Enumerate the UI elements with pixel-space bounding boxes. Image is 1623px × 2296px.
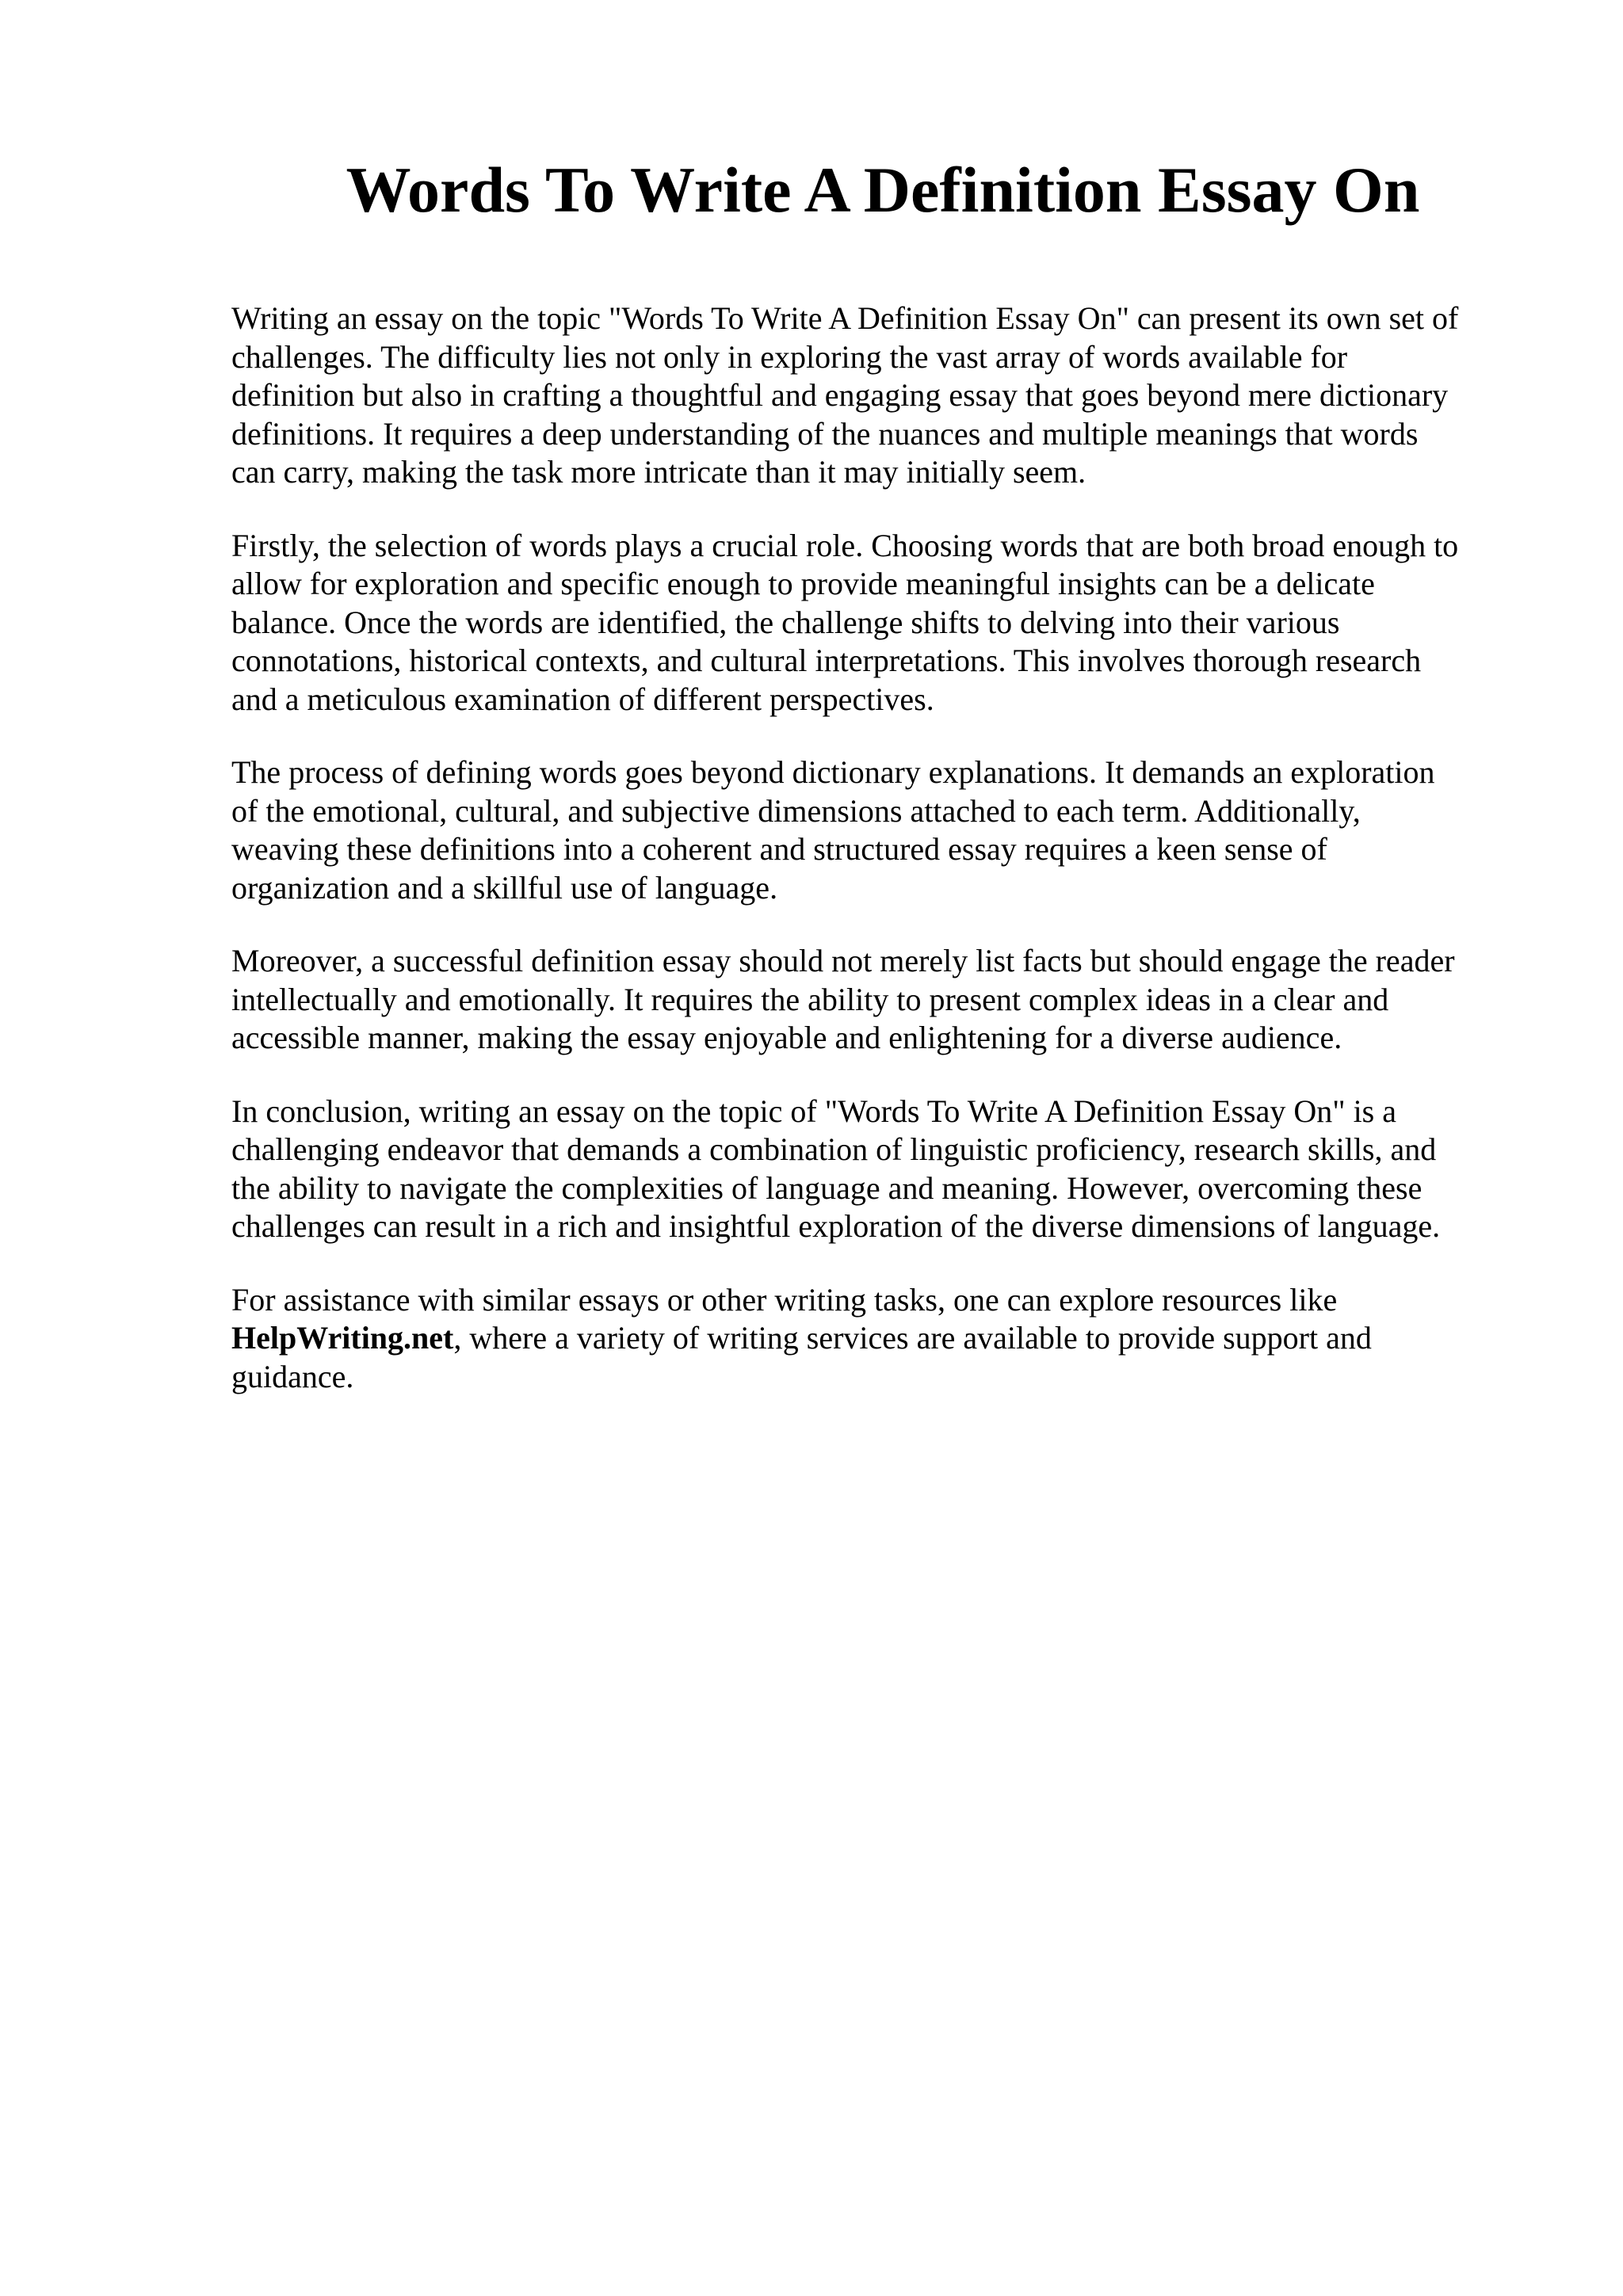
paragraph-line: organization and a skillful use of language. [231,869,778,906]
paragraph-line: challenging endeavor that demands a combination of linguistic proficiency, research skills, and [231,1131,1437,1167]
paragraph-line: challenges. The difficulty lies not only in exploring the vast array of words available for [231,338,1348,375]
paragraph-1 [231,299,1539,492]
document-title: Words To Write A Definition Essay On [346,154,1420,226]
paragraph-line: intellectually and emotionally. It requires the ability to present complex ideas in a clear and [231,981,1389,1017]
paragraph-5 [231,1093,1539,1246]
paragraph-line: definition but also in crafting a thoughtful and engaging essay that goes beyond mere dictionary [231,377,1449,413]
paragraph-line: In conclusion, writing an essay on the topic of "Words To Write A Definition Essay On" is a [231,1093,1396,1129]
paragraph-line: accessible manner, making the essay enjoyable and enlightening for a diverse audience. [231,1020,1342,1055]
document-body [231,299,1539,1431]
paragraph-line: Writing an essay on the topic "Words To Write A Definition Essay On" can present its own set of [231,300,1459,336]
paragraph-line: Firstly, the selection of words plays a crucial role. Choosing words that are both broad enough to [231,527,1459,563]
paragraph-2 [231,527,1539,719]
closing-line-rest: , where a variety of writing services are available to provide support and [453,1320,1372,1356]
paragraph-3 [231,753,1539,907]
paragraph-line: and a meticulous examination of different perspectives. [231,681,934,717]
paragraph-line: of the emotional, cultural, and subjective dimensions attached to each term. Additionally, [231,792,1361,829]
closing-paragraph [231,1281,1539,1397]
paragraph-line: balance. Once the words are identified, the challenge shifts to delving into their various [231,604,1340,640]
paragraph-line: connotations, historical contexts, and cultural interpretations. This involves thorough research [231,643,1422,678]
paragraph-line: can carry, making the task more intricate than it may initially seem. [231,454,1086,490]
paragraph-line: the ability to navigate the complexities of language and meaning. However, overcoming these [231,1169,1423,1206]
paragraph-line: guidance. [231,1358,354,1394]
paragraph-4 [231,942,1539,1058]
paragraph-line: Moreover, a successful definition essay should not merely list facts but should engage the reader [231,943,1455,978]
paragraph-line [231,1319,1539,1358]
paragraph-line: definitions. It requires a deep understanding of the nuances and multiple meanings that words [231,415,1419,452]
paragraph-line: weaving these definitions into a coherent and structured essay requires a keen sense of [231,831,1327,867]
paragraph-line: challenges can result in a rich and insightful exploration of the diverse dimensions of language. [231,1208,1441,1244]
paragraph-line: allow for exploration and specific enough to provide meaningful insights can be a delicate [231,566,1375,601]
paragraph-line: For assistance with similar essays or other writing tasks, one can explore resources like [231,1281,1338,1318]
paragraph-line: The process of defining words goes beyond dictionary explanations. It demands an exploration [231,754,1435,790]
helpwriting-link[interactable]: HelpWriting.net [231,1320,454,1356]
